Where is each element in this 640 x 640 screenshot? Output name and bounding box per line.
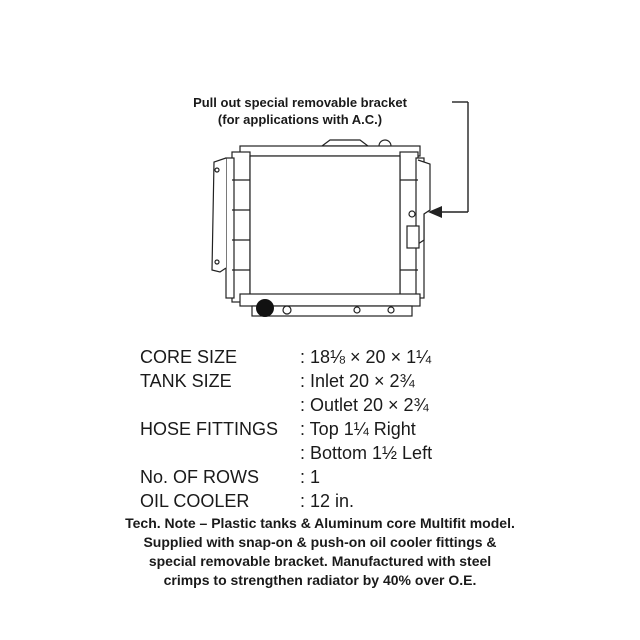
left-tank: [232, 152, 250, 302]
spec-label: HOSE FITTINGS: [140, 419, 279, 439]
spec-value: : 18⅛ × 20 × 1¼: [300, 347, 432, 367]
spec-value: : Inlet 20 × 2¾: [300, 371, 415, 391]
spec-label: No. OF ROWS: [140, 467, 260, 487]
radiator-core: [250, 156, 400, 296]
spec-label: OIL COOLER: [140, 491, 250, 511]
tech-note-line-4: crimps to strengthen radiator by 40% over O.E.: [163, 572, 477, 588]
callout-line-1: Pull out special removable bracket: [193, 95, 407, 110]
tech-note: [100, 514, 540, 590]
removable-bracket: [418, 160, 430, 244]
spec-value: : Top 1¼ Right: [300, 419, 416, 439]
spec-value: : Outlet 20 × 2¾: [300, 395, 429, 415]
callout-line-2: (for applications with A.C.): [217, 112, 383, 127]
spec-label: CORE SIZE: [140, 347, 238, 367]
tech-note-line-2: Supplied with snap-on & push-on oil cooler fittings &: [143, 534, 497, 550]
tech-note-line-3: special removable bracket. Manufactured with steel: [148, 553, 492, 569]
spec-value: : 12 in.: [300, 491, 355, 511]
tech-note-line-1: Tech. Note – Plastic tanks & Aluminum core Multifit model.: [125, 515, 515, 531]
filler-neck: [322, 140, 368, 146]
spec-value: : Bottom 1½ Left: [300, 443, 433, 463]
bracket-callout: [150, 94, 450, 128]
bottom-outlet-fitting: [256, 299, 274, 317]
top-tank: [240, 146, 420, 156]
left-bracket: [212, 158, 226, 272]
spec-value: : 1: [300, 467, 321, 487]
spec-label: TANK SIZE: [140, 371, 232, 391]
